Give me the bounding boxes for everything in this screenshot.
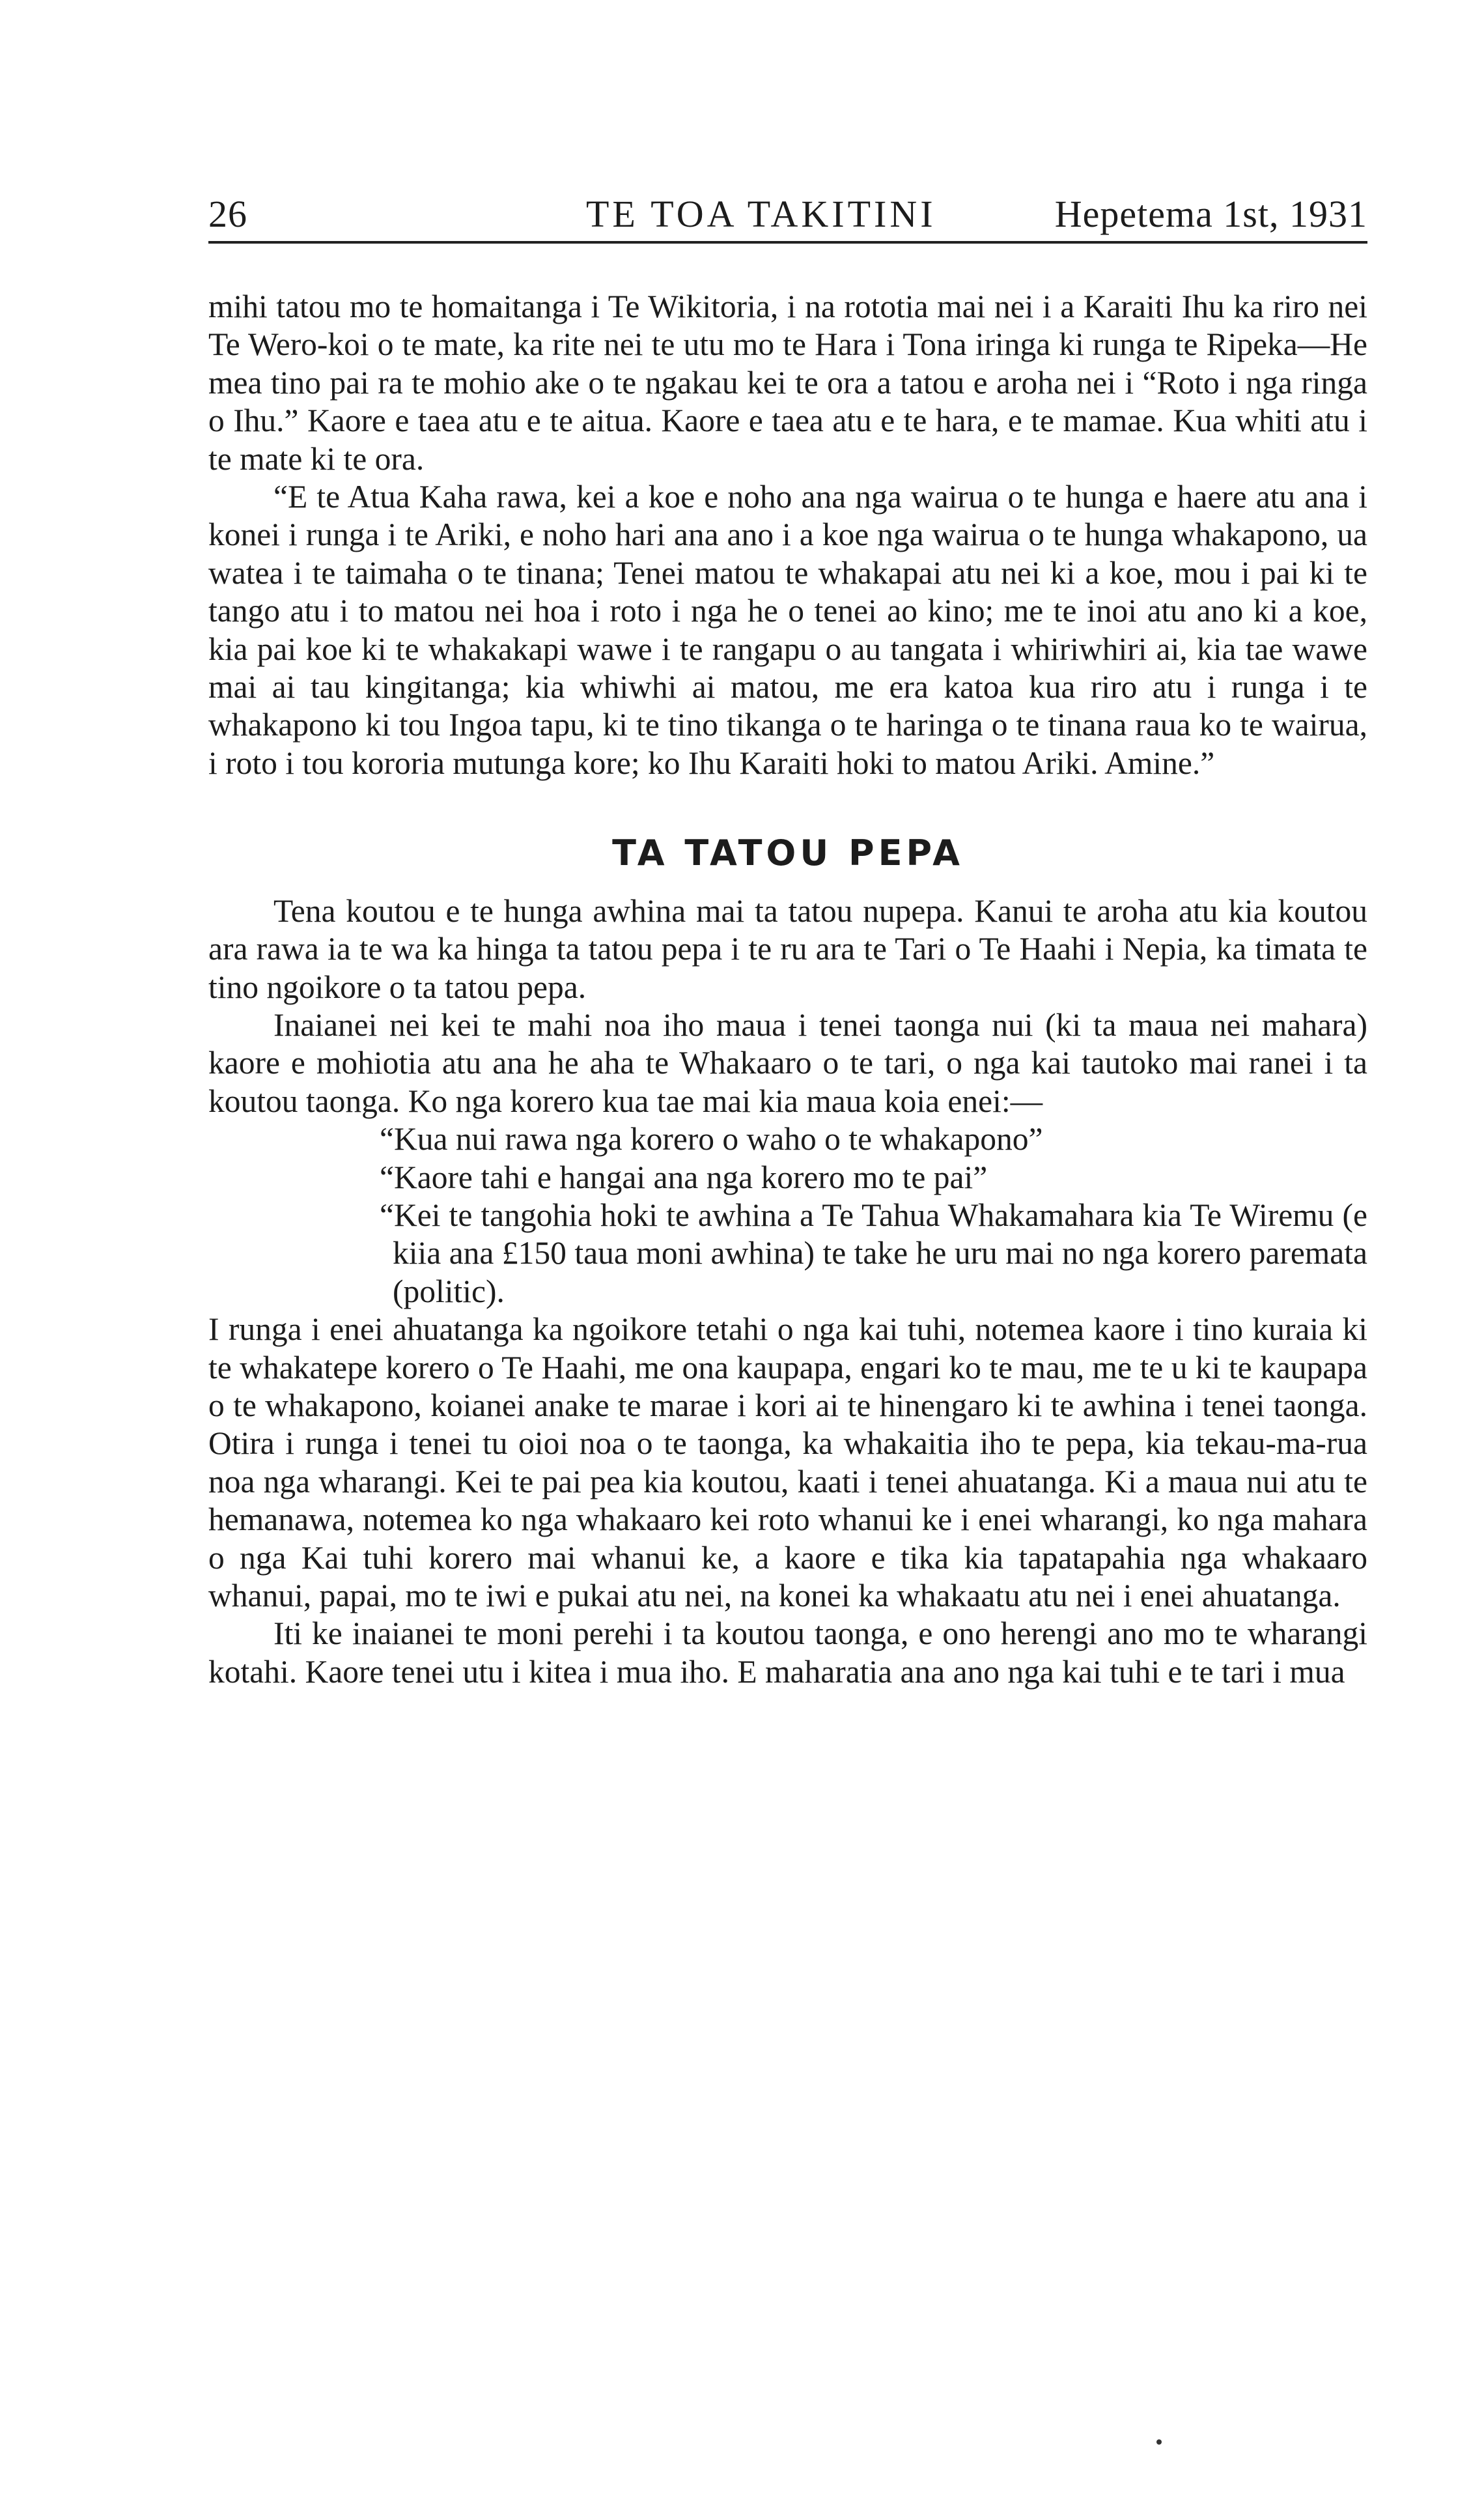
print-speck: [1156, 2439, 1162, 2445]
publication-title: TE TOA TAKITINI: [586, 193, 936, 235]
page-number: 26: [208, 193, 247, 235]
quote-1: “Kua nui rawa nga korero o waho o te whakapono”: [380, 1121, 1043, 1157]
quoted-comments: [380, 1120, 1367, 1311]
section-paragraph-1: Tena koutou e te hunga awhina mai ta tatou nupepa. Kanui te aroha atu kia koutou ara rawa ia te wa ka hinga ta tatou pepa i te ru ara te Tari o Te Haahi i Nepia, ka timata te tino ngoikore o ta tatou pepa.: [208, 892, 1367, 1005]
section-paragraph-4: Iti ke inaianei te moni perehi i ta koutou taonga, e ono herengi ano mo te wharangi kotahi. Kaore tenei utu i kitea i mua iho. E maharatia ana ano nga kai tuhi e te tari i mua: [208, 1615, 1367, 1690]
quote-3: “Kei te tangohia hoki te awhina a Te Tahua Whakamahara kia Te Wiremu (e kiia ana £150 taua moni awhina) te take he uru mai no nga korero paremata (politic).: [380, 1197, 1367, 1309]
page: [208, 189, 1367, 1691]
running-header: [208, 189, 1367, 244]
section-paragraph-2: Inaianei nei kei te mahi noa iho maua i tenei taonga nui (ki ta maua nei mahara) kaore e mohiotia atu ana he aha te Whakaaro o te tari, o nga kai tautoko mai ranei i ta koutou taonga. Ko nga korero kua tae mai kia maua koia enei:—: [208, 1006, 1367, 1119]
issue-date: Hepetema 1st, 1931: [1054, 193, 1367, 235]
prayer-paragraph-2: “E te Atua Kaha rawa, kei a koe e noho ana nga wairua o te hunga e haere atu ana i konei i runga i te Ariki, e noho hari ana ano i a koe nga wairua o te hunga whakapono, ua watea i te taimaha o te tinana; Tenei matou te whakapai atu nei ki a koe, mou i pai ki te tango atu i to matou nei hoa i roto i nga he o tenei ao kino; me te inoi atu ano ki a koe, kia pai koe ki te whakakapi wawe i te rangapu o au tangata i whiriwhiri ai, kia tae wawe mai ai tau kingitanga; kia whiwhi ai matou, me era katoa kua riro atu i runga i te whakapono ki tou Ingoa tapu, ki te tino tikanga o te haringa o te tinana raua ko te wairua, i roto i tou kororia mutunga kore; ko Ihu Karaiti hoki to matou Ariki. Amine.”: [208, 479, 1367, 781]
article-body: [208, 288, 1367, 1691]
prayer-paragraph-1: mihi tatou mo te homaitanga i Te Wikitoria, i na rototia mai nei i a Karaiti Ihu ka riro nei Te Wero-koi o te mate, ka rite nei te utu mo te Hara i Tona iringa ki runga te Ripeka—He mea tino pai ra te mohio ake o te ngakau kei te ora a tatou e aroha nei i “Roto i nga ringa o Ihu.” Kaore e taea atu e te aitua. Kaore e taea atu e te hara, e te mamae. Kua whiti atu i te mate ki te ora.: [208, 289, 1367, 477]
section-heading: TA TATOU PEPA: [612, 832, 964, 874]
quote-2: “Kaore tahi e hangai ana nga korero mo te pai”: [380, 1159, 988, 1195]
section-paragraph-3: I runga i enei ahuatanga ka ngoikore tetahi o nga kai tuhi, notemea kaore i tino kuraia ki te whakatepe korero o Te Haahi, me ona kaupapa, engari ko te mau, me te u ki te kaupapa o te whakapono, koianei anake te marae i kori ai te hinengaro ki te awhina i tenei taonga. Otira i runga i tenei tu oioi noa o te taonga, ka whakaitia iho te pepa, kia tekau-ma-rua noa nga wharangi. Kei te pai pea kia koutou, kaati i tenei ahuatanga. Ki a maua nui atu te hemanawa, notemea ko nga whakaaro kei roto whanui ke i enei wharangi, ko nga mahara o nga Kai tuhi korero mai whanui ke, a kaore e tika kia tapatapahia nga whakaaro whanui, papai, mo te iwi e pukai atu nei, na konei ka whakaatu atu nei i enei ahuatanga.: [208, 1311, 1367, 1613]
